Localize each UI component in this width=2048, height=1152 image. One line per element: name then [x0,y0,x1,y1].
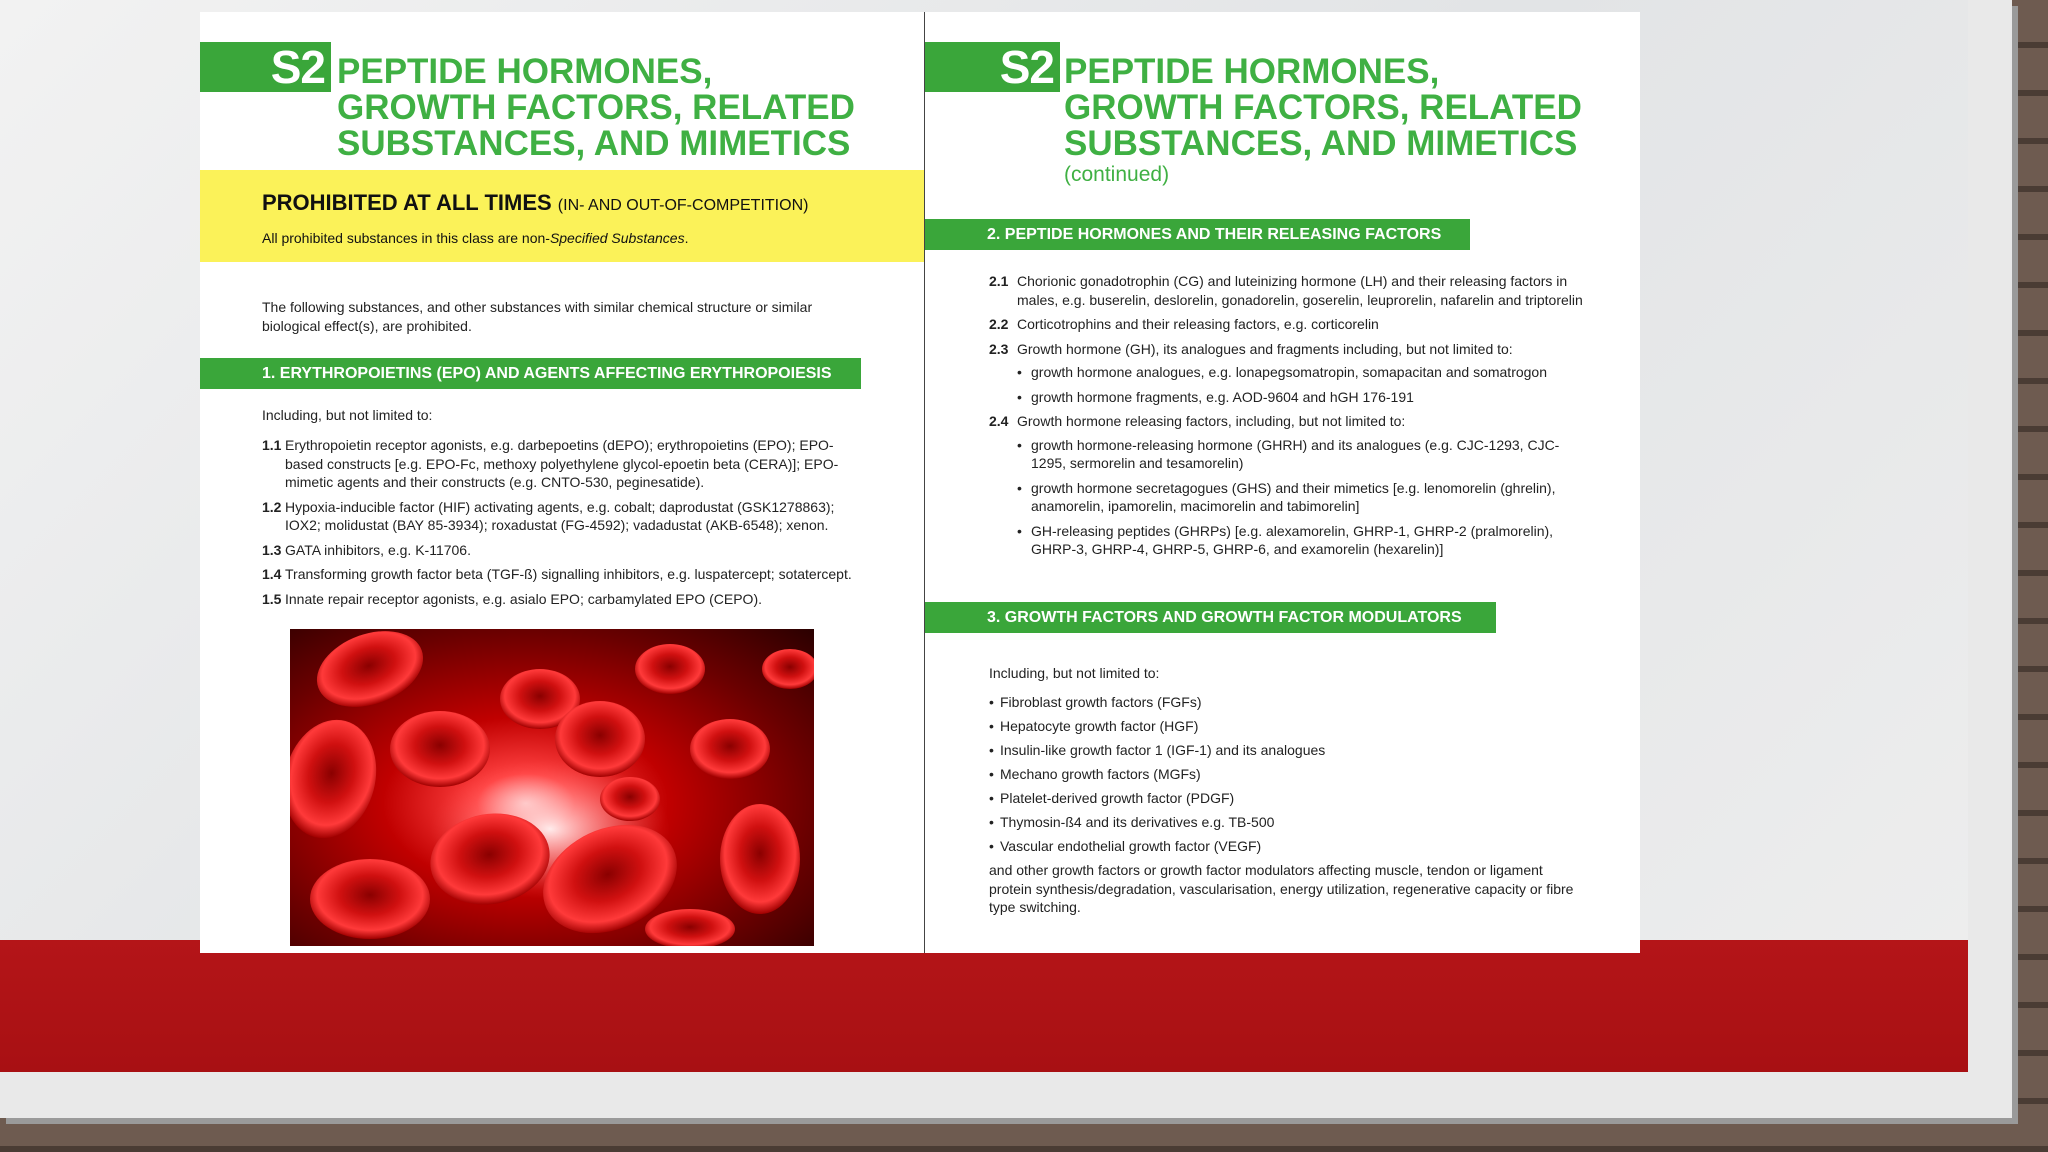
list-item [989,741,1584,760]
red-footer-band [0,940,1968,1072]
item-number: 2.4 [989,413,1009,429]
note-suffix: . [684,230,689,246]
sub-bullet [1017,479,1584,516]
bullet-dot-icon: • [1017,364,1022,380]
list-item [989,765,1584,784]
section-1-lead: Including, but not limited to: [262,407,433,423]
section-3-lead: Including, but not limited to: [989,665,1160,681]
item-text: GATA inhibitors, e.g. K-11706. [285,541,471,558]
title-line: PEPTIDE HORMONES, [1064,52,1440,91]
item-text: Thymosin-ß4 and its derivatives e.g. TB-500 [1000,814,1275,830]
prohibited-heading-sub: (IN- AND OUT-OF-COMPETITION) [557,197,809,214]
list-item [262,541,862,560]
prohibited-note [262,230,688,246]
bullet-dot-icon: • [989,766,994,782]
bullet-dot-icon: • [989,814,994,830]
section-3-closing: and other growth factors or growth factor modulators affecting muscle, tendon or ligament protein synthesis/degradation, vascularisation, energy utilization, regenerative capacity or fibre type switching. [989,862,1574,915]
document-page-left [200,12,924,953]
item-number: 1.3 [262,541,282,558]
item-number: 1.1 [262,437,282,453]
s2-badge: S2 [925,42,1060,92]
item-text: Vascular endothelial growth factor (VEGF) [1000,838,1262,854]
sub-bullet-list [1017,363,1584,406]
item-number: 2.3 [989,340,1009,357]
intro-paragraph: The following substances, and other substances with similar chemical structure or similar biological effect(s), are prohibited. [262,299,813,334]
bullet-dot-icon: • [989,718,994,734]
page-title [337,54,855,162]
section-1-list [262,436,862,614]
list-item [989,789,1584,808]
item-number: 1.5 [262,590,282,607]
item-text: Chorionic gonadotrophin (CG) and luteinizing hormone (LH) and their releasing factors in males, e.g. buserelin, deslorelin, gonadorelin, goserelin, leuprorelin, nafarelin and triptorelin [1017,273,1583,308]
section-3-header: 3. GROWTH FACTORS AND GROWTH FACTOR MODULATORS [925,602,1496,633]
sub-bullet [1017,522,1584,559]
sub-bullet [1017,388,1584,407]
list-item [989,412,1584,559]
bullet-dot-icon: • [989,694,994,710]
list-item [989,837,1584,856]
section-2-header: 2. PEPTIDE HORMONES AND THEIR RELEASING FACTORS [925,219,1470,250]
item-text: Insulin-like growth factor 1 (IGF-1) and its analogues [1000,742,1326,758]
list-item [262,565,862,584]
item-text: Fibroblast growth factors (FGFs) [1000,694,1202,710]
bullet-dot-icon: • [1017,522,1022,539]
item-number: 2.1 [989,273,1009,289]
item-text: Innate repair receptor agonists, e.g. asialo EPO; carbamylated EPO (CEPO). [285,590,762,607]
s2-badge: S2 [200,42,331,92]
sub-bullet-list [1017,436,1584,559]
title-line: GROWTH FACTORS, RELATED [337,88,855,127]
prohibited-banner [200,170,924,262]
list-item [989,813,1584,832]
bullet-dot-icon: • [1017,436,1022,453]
bullet-text: growth hormone-releasing hormone (GHRH) and its analogues (e.g. CJC-1293, CJC-1295, sermorelin and tesamorelin) [1031,436,1560,471]
list-item [989,717,1584,736]
bullet-dot-icon: • [989,790,994,806]
item-number: 2.2 [989,316,1009,332]
section-3-list [989,693,1584,861]
bullet-dot-icon: • [1017,479,1022,496]
prohibited-heading [262,190,808,216]
list-item [989,315,1584,334]
section-1-header: 1. ERYTHROPOIETINS (EPO) AND AGENTS AFFECTING ERYTHROPOIESIS [200,358,861,389]
title-line: PEPTIDE HORMONES, [337,52,713,91]
item-text: Transforming growth factor beta (TGF-ß) signalling inhibitors, e.g. luspatercept; sotatercept. [285,566,852,582]
item-number: 1.4 [262,566,282,582]
title-line: SUBSTANCES, AND MIMETICS [337,124,851,163]
document-page-right [925,12,1640,953]
red-blood-cells-image [290,629,814,946]
bullet-text: GH-releasing peptides (GHRPs) [e.g. alexamorelin, GHRP-1, GHRP-2 (pralmorelin), GHRP-3, GHRP-4, GHRP-5, GHRP-6, and examorelin (hexarelin)] [1031,522,1554,557]
item-text: Erythropoietin receptor agonists, e.g. darbepoetins (dEPO); erythropoietins (EPO); EPO-based constructs [e.g. EPO-Fc, methoxy polyethylene glycol-epoetin beta (CERA)]; EPO-mimetic agents and their constructs (e.g. CNTO-530, peginesatide). [285,437,839,490]
bullet-text: growth hormone analogues, e.g. lonapegsomatropin, somapacitan and somatrogon [1031,364,1547,380]
list-item [262,436,862,492]
bullet-dot-icon: • [989,838,994,854]
bullet-dot-icon: • [989,742,994,758]
item-number: 1.2 [262,498,282,515]
item-text: Hypoxia-inducible factor (HIF) activating agents, e.g. cobalt; daprodustat (GSK1278863); IOX2; molidustat (BAY 85-3934); roxadustat (FG-4592); vadadustat (AKB-6548); xenon. [285,498,835,533]
item-text: Growth hormone releasing factors, including, but not limited to: [1017,413,1406,429]
bullet-text: growth hormone fragments, e.g. AOD-9604 and hGH 176-191 [1031,388,1414,405]
note-prefix: All prohibited substances in this class are non- [262,230,550,246]
bullet-text: growth hormone secretagogues (GHS) and their mimetics [e.g. lenomorelin (ghrelin), anamorelin, ipamorelin, macimorelin and tabimorelin] [1031,479,1556,514]
section-2-list [989,272,1584,565]
item-text: Platelet-derived growth factor (PDGF) [1000,790,1235,806]
title-line: GROWTH FACTORS, RELATED [1064,88,1582,127]
list-item [262,590,862,609]
list-item [262,498,862,535]
list-item [989,340,1584,407]
blood-cells-illustration [290,629,814,946]
item-text: Growth hormone (GH), its analogues and fragments including, but not limited to: [1017,340,1513,357]
list-item [989,693,1584,712]
sub-bullet [1017,436,1584,473]
bullet-dot-icon: • [1017,388,1022,405]
title-line: SUBSTANCES, AND MIMETICS [1064,124,1578,163]
item-text: Corticotrophins and their releasing factors, e.g. corticorelin [1017,316,1379,332]
prohibited-heading-main: PROHIBITED AT ALL TIMES [262,190,552,215]
item-text: Hepatocyte growth factor (HGF) [1000,718,1199,734]
title-continued: (continued) [1064,163,1170,186]
page-title [1064,54,1582,188]
list-item [989,272,1584,309]
note-italic: Specified Substances [549,230,685,246]
item-text: Mechano growth factors (MGFs) [1000,766,1201,782]
sub-bullet [1017,363,1584,382]
